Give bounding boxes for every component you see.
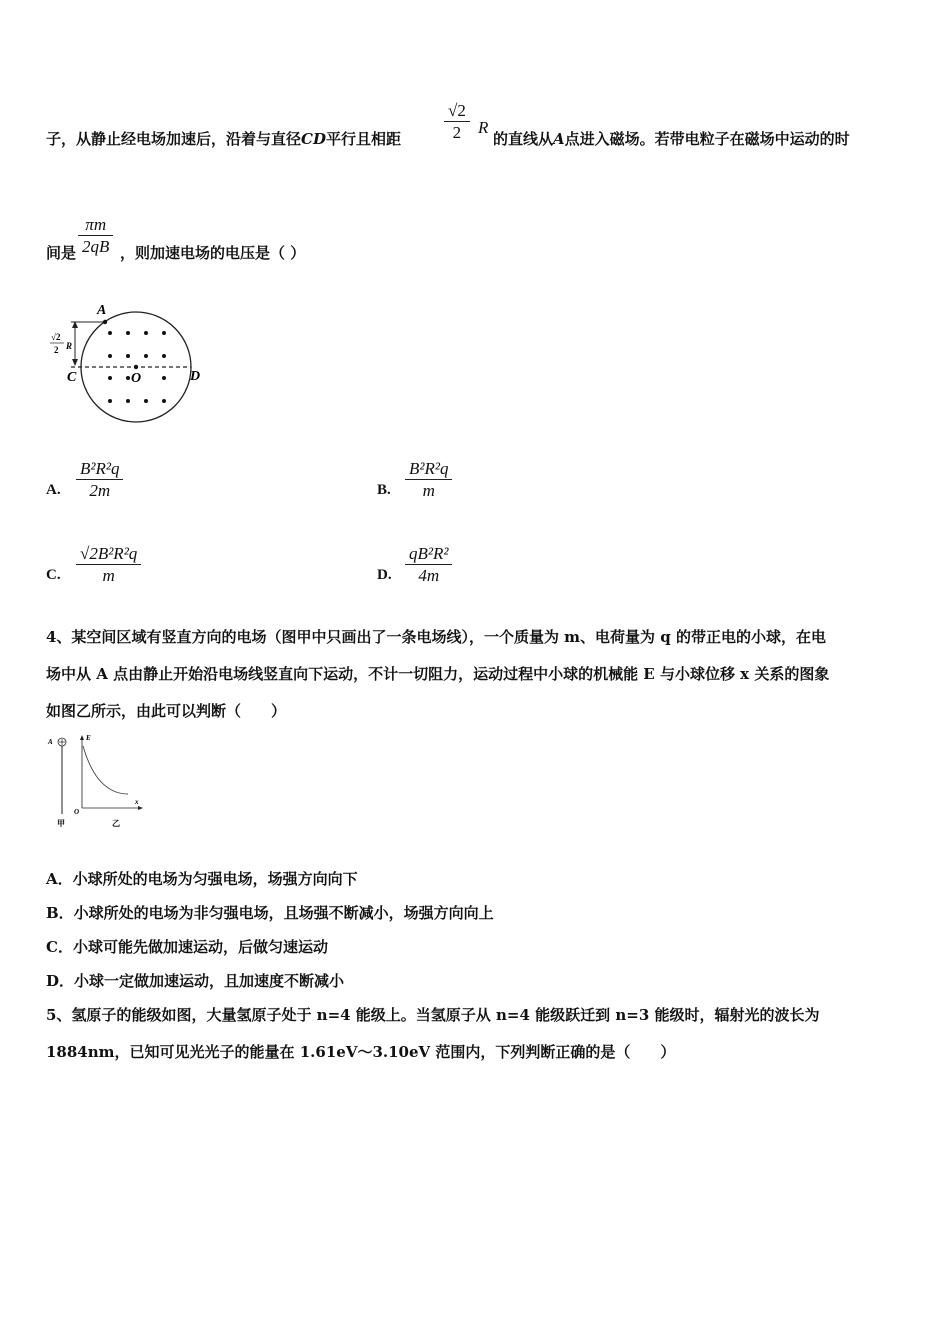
q4-line3: 如图乙所示，由此可以判断（ ）	[46, 702, 287, 720]
fraction-numerator: πm	[78, 214, 113, 236]
q3-option-b-fraction[interactable]	[405, 458, 452, 502]
q3-option-a-letter[interactable]: A.	[46, 482, 61, 498]
label-x: x	[135, 798, 139, 806]
q3-line1	[46, 128, 401, 149]
q3-magnetic-field-figure	[45, 298, 215, 438]
fraction-numerator: B²R²q	[405, 458, 452, 480]
q3-option-d-letter[interactable]: D.	[377, 567, 392, 583]
q3-line2-end: ，则加速电场的电压是（ ）	[120, 244, 306, 262]
fraction-numerator: B²R²q	[76, 458, 123, 480]
label-a: A	[48, 738, 53, 746]
q4-figure	[44, 732, 154, 832]
fraction-denominator: 4m	[418, 566, 440, 586]
fraction-numerator: √2B²R²q	[76, 543, 141, 565]
fraction-denominator: m	[102, 566, 115, 586]
point-a-dot	[103, 320, 107, 324]
label-o: O	[131, 371, 142, 386]
energy-curve	[83, 746, 128, 794]
q3-time-fraction	[78, 214, 113, 258]
label-jia: 甲	[57, 819, 65, 828]
label-dist-r: R	[66, 341, 73, 351]
fraction-denominator: 2qB	[82, 237, 110, 257]
label-c: C	[67, 370, 77, 385]
q3-distance-fraction	[444, 100, 470, 144]
q4-option-d[interactable]: D．小球一定做加速运动，且加速度不断减小	[46, 972, 345, 990]
q3-text: 点进入磁场。若带电粒子在磁场中运动的时	[564, 130, 850, 148]
q3-line1-end	[493, 128, 850, 149]
q3-text: 的直线从	[493, 130, 554, 148]
q3-text: 平行且相距	[325, 130, 401, 148]
label-dist-den: 2	[54, 345, 59, 355]
fraction-denominator: 2m	[89, 481, 111, 501]
q4-option-b[interactable]: B．小球所处的电场为非匀强电场，且场强不断减小，场强方向向上	[46, 904, 494, 922]
label-o: O	[74, 808, 80, 816]
fraction-denominator: 2	[452, 123, 462, 143]
fraction-denominator: m	[422, 481, 435, 501]
label-dist-num: √2	[51, 332, 61, 342]
q5-line2: 1884nm，已知可见光光子的能量在 1.61eV～3.10eV 范围内，下列判断正确的是（ ）	[46, 1043, 676, 1061]
q3-option-d-fraction[interactable]	[405, 543, 452, 587]
e-axis-arrow	[80, 735, 84, 740]
label-yi: 乙	[112, 819, 120, 828]
q3-option-a-fraction[interactable]	[76, 458, 123, 502]
q3-option-b-letter[interactable]: B.	[377, 482, 391, 498]
label-e: E	[86, 734, 91, 742]
fraction-numerator: qB²R²	[405, 543, 452, 565]
q3-text: 子，从静止经电场加速后，沿着与直径	[46, 130, 302, 148]
label-d: D	[190, 369, 201, 384]
center-o-dot	[134, 365, 138, 369]
fraction-numerator: √2	[444, 100, 470, 122]
q5-line1: 5、氢原子的能级如图，大量氢原子处于 n=4 能级上。当氢原子从 n=4 能级跃迁到 n=3 能级时，辐射光的波长为	[46, 1006, 820, 1024]
q3-option-c-letter[interactable]: C.	[46, 567, 61, 583]
q3-line2-start: 间是	[46, 244, 77, 262]
q3-diameter-cd: CD	[301, 130, 326, 148]
q4-line1: 4、某空间区域有竖直方向的电场（图甲中只画出了一条电场线），一个质量为 m、电荷量为 q 的带正电的小球，在电	[46, 628, 826, 646]
q4-option-a[interactable]: A．小球所处的电场为匀强电场，场强方向向下	[46, 870, 358, 888]
q4-line2: 场中从 A 点由静止开始沿电场线竖直向下运动，不计一切阻力，运动过程中小球的机械能 E 与小球位移 x 关系的图象	[46, 665, 830, 683]
q3-point-a: A	[553, 130, 565, 148]
arrow-head-down	[72, 359, 78, 366]
x-axis-arrow	[138, 806, 143, 810]
q3-option-c-fraction[interactable]	[76, 543, 141, 587]
q4-option-c[interactable]: C．小球可能先做加速运动，后做匀速运动	[46, 938, 328, 956]
label-a: A	[97, 303, 107, 318]
q3-radius-symbol: R	[478, 118, 489, 137]
